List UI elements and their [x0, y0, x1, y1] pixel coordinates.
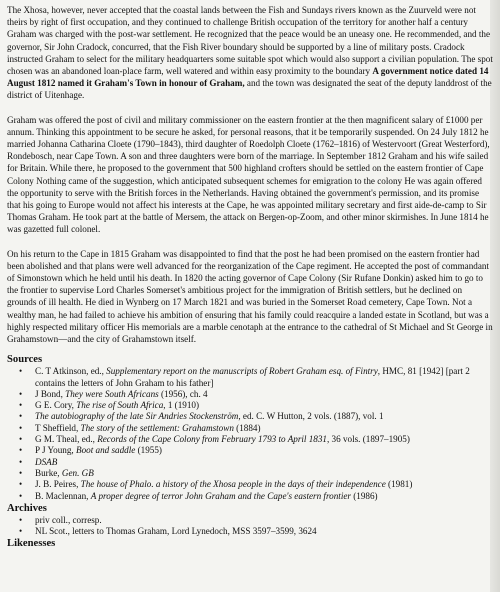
source-item [35, 423, 493, 434]
paragraph-1-text: The Xhosa, however, never accepted that the coastal lands between the Fish and Sundays rivers known as the Zuurveld were not theirs by right of first occupation, and they continued to challenge British occupation of the territory for another half a century Graham was charged with the post-war settlement. He recognized that the peace would be an uneasy one. He recommended, and the governor, Sir John Cradock, concurred, that the Fish River boundary should be supported by a line of military posts. Cradock instructed Graham to select for the military headquarters some suitable spot which would also support a civilian population. The spot chosen was an abandoned loan-place farm, well watered and within easy proximity to the boundary [7, 5, 493, 77]
paragraph-1-tail: and the town was designated the seat of the deputy landdrost of the district of Uitenhage. [7, 78, 492, 101]
source-item [35, 411, 493, 422]
source-detail: , 36 vols. (1897–1905) [326, 434, 410, 445]
source-item [35, 491, 493, 502]
source-author: G E. Cory, [35, 400, 77, 411]
archive-item [35, 515, 493, 526]
source-detail: (1986) [350, 490, 378, 501]
archive-text: priv coll., corresp. [35, 514, 102, 525]
source-detail: , ed. C. W Hutton, 2 vols. (1887), vol. 1 [238, 411, 384, 422]
source-item [35, 479, 493, 490]
source-title: The autobiography of the late Sir Andries Stockenström [35, 411, 239, 422]
source-author: T Sheffield, [35, 422, 81, 433]
source-author: B. Maclennan, [35, 490, 91, 501]
source-detail: (1981) [385, 479, 413, 490]
paragraph-3-text: On his return to the Cape in 1815 Graham was disappointed to find that the post he had been promised on the eastern frontier had been abolished and that plans were well advanced for the reorganization of the Cape regiment. He accepted the post of commandant of Simonstown which he held until his death. In 1820 the acting governor of Cape Colony (Sir Rufane Donkin) asked him to go to the frontier to supervise Lord Charles Somerset's ambitious project for the immigration of British settlers, but he declined on grounds of ill health. He died in Wynberg on 17 March 1821 and was buried in the Somerset Road cemetery, Cape Town. Not a wealthy man, he had failed to achieve his ambition of ensuring that his family could reacquire a landed estate in Scotland, but was a highly respected military officer His memorials are a marble cenotaph at the entrance to the cathedral of St Michael and St George in Grahamstown—and the city of Grahamstown itself. [7, 248, 493, 345]
source-item [35, 389, 493, 400]
archives-list [7, 515, 493, 538]
source-detail: (1884) [233, 422, 261, 433]
paragraph-2 [7, 114, 493, 236]
sources-heading: Sources [7, 354, 43, 366]
source-title: Supplementary report on the manuscripts of Robert Graham esq. of Fintry [106, 366, 378, 377]
source-item [35, 400, 493, 411]
source-title: DSAB [35, 456, 58, 467]
source-item [35, 434, 493, 445]
source-item [35, 366, 493, 389]
source-detail: (1956), ch. 4 [158, 388, 208, 399]
source-title: They were South Africans [65, 388, 159, 399]
archives-heading: Archives [7, 502, 47, 514]
source-author: G M. Theal, ed., [35, 434, 98, 445]
source-title: Gen. GB [61, 467, 94, 478]
source-author: C. T Atkinson, ed., [35, 366, 107, 377]
sources-list [7, 366, 493, 502]
source-title: A proper degree of terror John Graham and the Cape's eastern frontier [90, 490, 351, 501]
source-title: Boot and saddle [76, 445, 136, 456]
source-detail: , 1 (1910) [163, 400, 199, 411]
paragraph-1-bold: A government notice dated 14 August 1812 named it Graham's Town in honour of Graham, [7, 66, 489, 89]
article-content [7, 4, 493, 550]
source-detail: , HMC, 81 [1942] [part 2 contains the letters of John Graham to his father] [35, 366, 470, 388]
source-author: J. B. Peires, [35, 479, 81, 490]
source-title: Records of the Cape Colony from February 1793 to April 1831 [97, 434, 327, 445]
paragraph-2-text: Graham was offered the post of civil and military commissioner on the eastern frontier at the then magnificent salary of £1000 per annum. Thinking this appointment to be secure he asked, for personal reasons, that it be temporarily suspended. On 24 July 1812 he married Johanna Catharina Cloete (1790–1843), third daughter of Roedolph Cloete (1762–1816) of Westervoort (Great Westerford), Rondebosch, near Cape Town. A son and three daughters were born of the marriage. In September 1812 Graham and his wife sailed for Britain. While there, he proposed to the government that 500 highland crofters should be settled on the eastern frontier of Cape Colony Nothing came of the suggestion, which anticipated subsequent schemes for emigration to the colony He was again offered the opportunity to serve with the British forces in the Netherlands. Having obtained the government's permission, and its promise that his going to Europe would not affect his interests at the Cape, he was appointed military secretary and first aide-de-camp to Sir Thomas Graham. He took part at the battle of Mersem, the attack on Bergen-op-Zoom, and other minor skirmishes. In June 1814 he was gazetted full colonel. [7, 114, 490, 235]
source-detail: (1955) [135, 445, 162, 456]
source-title: The rise of South Africa [76, 400, 164, 411]
likenesses-heading: Likenesses [7, 538, 56, 550]
paragraph-1 [7, 4, 493, 102]
paragraph-3 [7, 248, 493, 346]
archive-item [35, 526, 493, 537]
source-title: The house of Phalo. a history of the Xhosa people in the days of their independence [80, 479, 386, 490]
source-item [35, 445, 493, 456]
source-title: The story of the settlement: Grahamstown [80, 422, 234, 433]
source-item [35, 457, 493, 468]
source-author: Burke, [35, 467, 62, 478]
source-author: P J Young, [35, 445, 76, 456]
source-item [35, 468, 493, 479]
archive-text: NL Scot., letters to Thomas Graham, Lord Lynedoch, MSS 3597–3599, 3624 [35, 526, 317, 537]
source-author: J Bond, [35, 388, 66, 399]
